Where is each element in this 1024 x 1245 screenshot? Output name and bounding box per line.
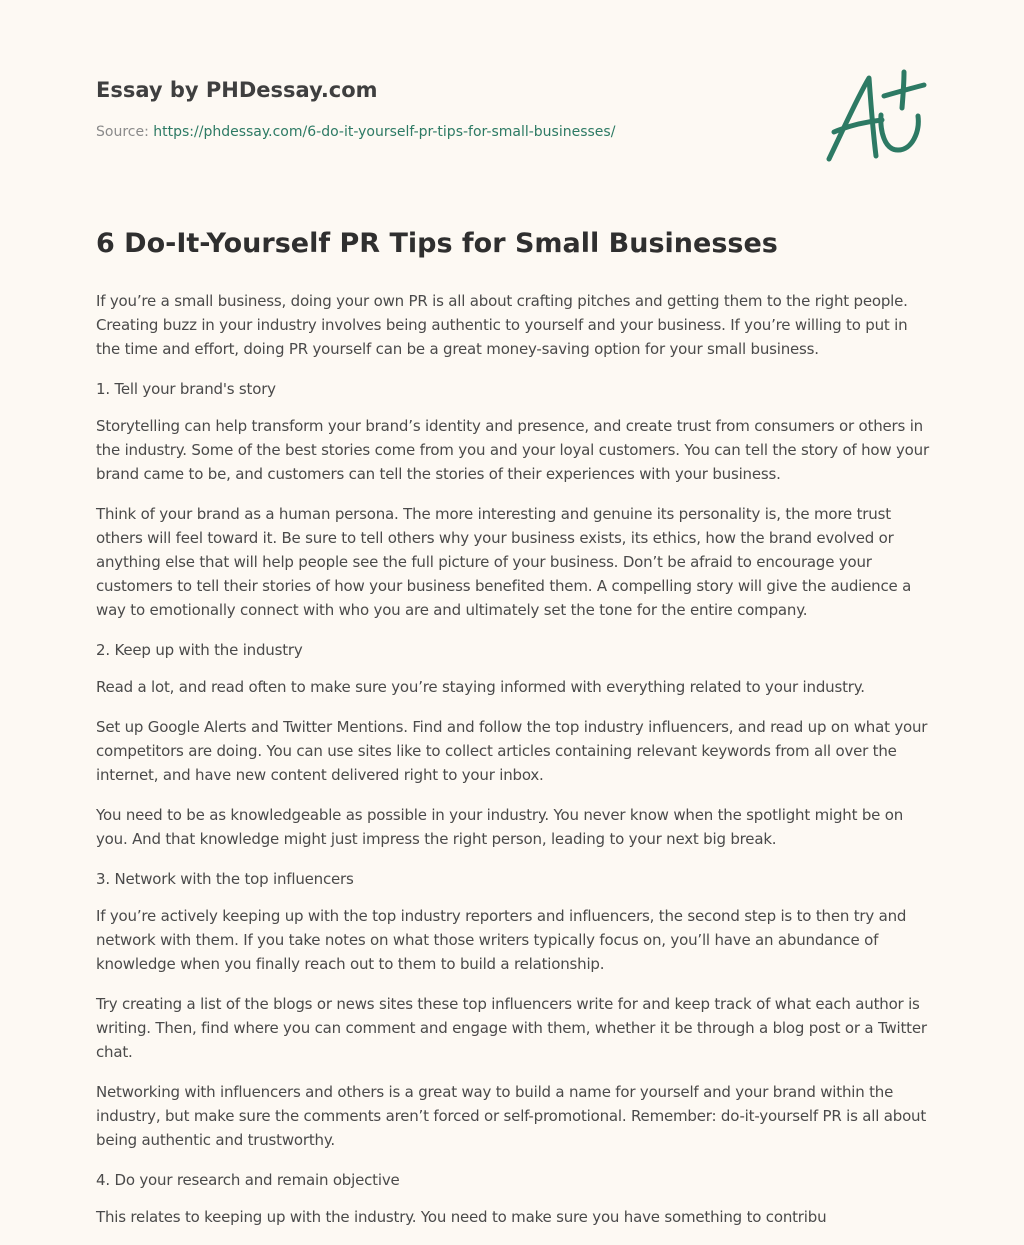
section-heading: 3. Network with the top influencers — [96, 870, 354, 888]
section-heading: 4. Do your research and remain objective — [96, 1171, 400, 1189]
paragraph: Read a lot, and read often to make sure you’re staying informed with everything related to your industry. — [96, 678, 865, 696]
paragraph: This relates to keeping up with the industry. You need to make sure you have something to contribu — [96, 1208, 827, 1226]
paragraph: Set up Google Alerts and Twitter Mentions. Find and follow the top industry influencers, and read up on what your competitors are doing. You can use sites like to collect articles containing relevant keywords from all over the internet, and have new content delivered right to your inbox. — [96, 718, 928, 784]
source-link[interactable]: https://phdessay.com/6-do-it-yourself-pr-tips-for-small-businesses/ — [153, 124, 616, 140]
essay-content — [96, 224, 932, 1245]
section-heading: 1. Tell your brand's story — [96, 380, 276, 398]
source-label: Source: — [96, 124, 154, 140]
paragraph: Networking with influencers and others is a great way to build a name for yourself and your brand within the industry, but make sure the comments aren’t forced or self-promotional. Remember: do-it-yourself PR is all about being authentic and trustworthy. — [96, 1083, 927, 1149]
site-title: Essay by PHDessay.com — [96, 78, 378, 102]
page-header — [96, 74, 796, 140]
a-plus-logo-icon — [820, 66, 930, 166]
paragraph: You need to be as knowledgeable as possible in your industry. You never know when the spotlight might be on you. And that knowledge might just impress the right person, leading to your next big break. — [96, 806, 904, 848]
paragraph: Try creating a list of the blogs or news sites these top influencers write for and keep track of what each author is writing. Then, find where you can comment and engage with them, whether it be through a blog post or a Twitter chat. — [96, 995, 927, 1061]
section-heading: 2. Keep up with the industry — [96, 641, 303, 659]
essay-body — [96, 289, 932, 1229]
paragraph: If you’re a small business, doing your own PR is all about crafting pitches and getting them to the right people. Creating buzz in your industry involves being authentic to yourself and your business. If you’re willing to put in the time and effort, doing PR yourself can be a great money-saving option for your small business. — [96, 292, 908, 358]
paragraph: Think of your brand as a human persona. The more interesting and genuine its personality is, the more trust others will feel toward it. Be sure to tell others why your business exists, its ethics, how the brand evolved or anything else that will help people see the full picture of your business. Don’t be afraid to encourage your customers to tell their stories of how your business benefited them. A compelling story will give the audience a way to emotionally connect with who you are and ultimately set the tone for the entire company. — [96, 505, 912, 619]
source-line — [96, 122, 615, 142]
essay-title: 6 Do-It-Yourself PR Tips for Small Businesses — [96, 228, 778, 259]
paragraph: If you’re actively keeping up with the top industry reporters and influencers, the second step is to then try and network with them. If you take notes on what those writers typically focus on, you’ll have an abundance of knowledge when you finally reach out to them to build a relationship. — [96, 907, 907, 973]
paragraph: Storytelling can help transform your brand’s identity and presence, and create trust from consumers or others in the industry. Some of the best stories come from you and your loyal customers. You can tell the story of how your brand came to be, and customers can tell the stories of their experiences with your business. — [96, 417, 929, 483]
